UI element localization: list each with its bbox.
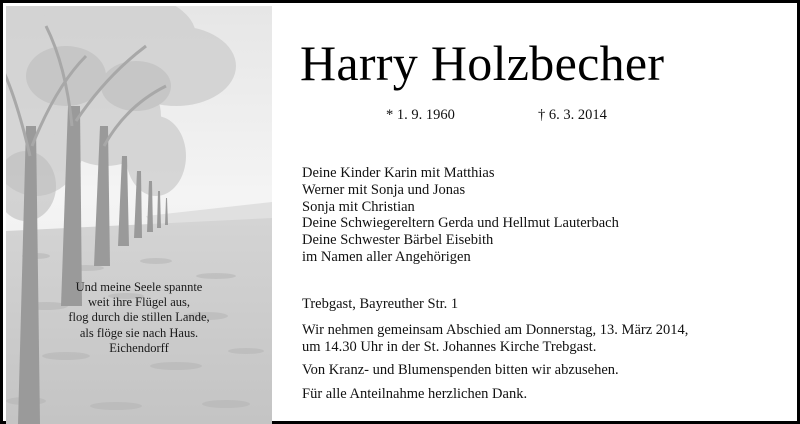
mourner-line: Werner mit Sonja und Jonas xyxy=(302,181,466,198)
poem-line: flog durch die stillen Lande, xyxy=(68,310,210,325)
mourner-line: Deine Kinder Karin mit Matthias xyxy=(302,165,495,181)
mourner-line: im Namen aller Angehörigen xyxy=(302,248,471,265)
poem-line: weit ihre Flügel aus, xyxy=(87,295,191,310)
poem-author: Eichendorff xyxy=(109,340,169,355)
death-date: † 6. 3. 2014 xyxy=(538,107,607,123)
family-address: Trebgast, Bayreuther Str. 1 xyxy=(302,296,459,312)
thanks-line: Für alle Anteilnahme herzlichen Dank. xyxy=(302,386,528,402)
deceased-name: Harry Holzbecher xyxy=(300,35,665,91)
notice-line: Wir nehmen gemeinsam Abschied am Donnerstag, 13. März 2014, xyxy=(302,322,689,338)
mourner-line: Deine Schwiegereltern Gerda und Hellmut Lauterbach xyxy=(302,215,619,232)
notice-line: um 14.30 Uhr in der St. Johannes Kirche Trebgast. xyxy=(302,338,597,355)
mourner-line: Sonja mit Christian xyxy=(302,198,415,215)
mourner-line: Deine Schwester Bärbel Eisebith xyxy=(302,232,494,249)
flowers-request: Von Kranz- und Blumenspenden bitten wir abzusehen. xyxy=(302,362,619,378)
poem-line: Und meine Seele spannte xyxy=(75,280,203,294)
mourners-list xyxy=(302,165,619,266)
funeral-notice xyxy=(302,322,688,356)
birth-date: * 1. 9. 1960 xyxy=(386,107,455,123)
poem-line: als flöge sie nach Haus. xyxy=(79,325,199,340)
tree-avenue-illustration xyxy=(6,6,272,424)
poem xyxy=(6,280,272,356)
autumn-avenue-photo xyxy=(6,6,272,424)
